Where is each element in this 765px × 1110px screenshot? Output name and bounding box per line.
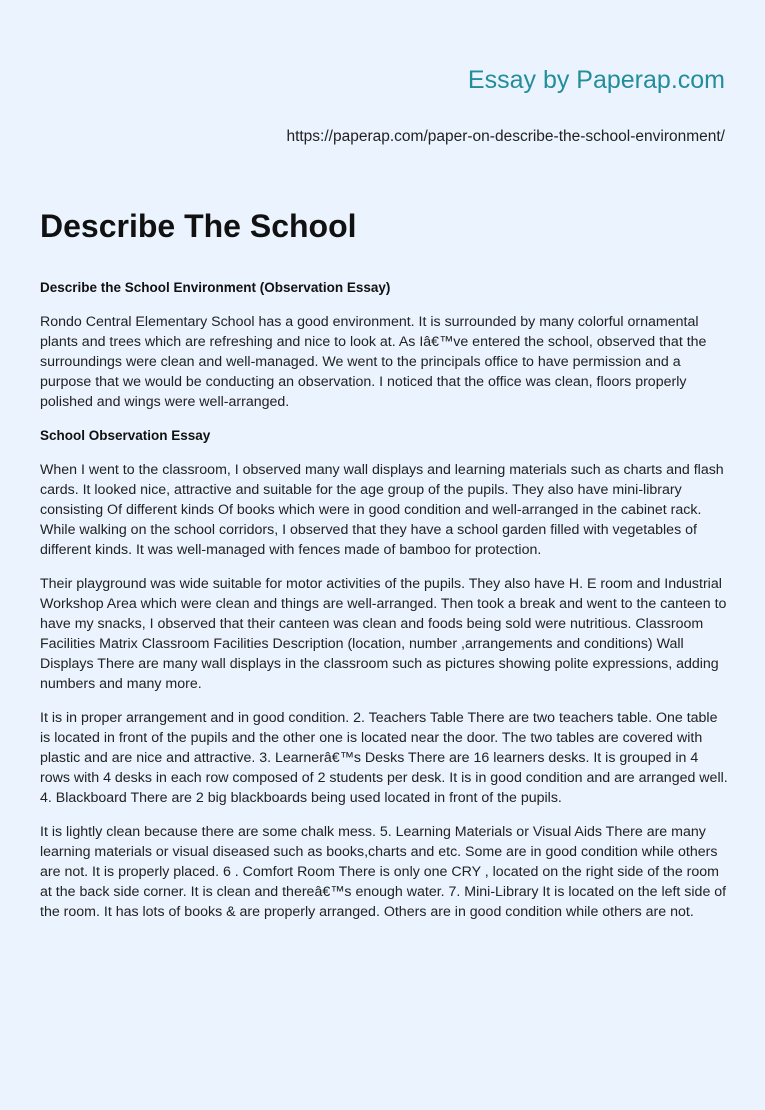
essay-body <box>40 278 728 936</box>
paragraph-4: It is in proper arrangement and in good condition. 2. Teachers Table There are two teachers table. One table is located in front of the pupils and the other one is located near the door. The two tables are covered with plastic and are nice and attractive. 3. Learnerâ€™s Desks There are 16 learners desks. It is grouped in 4 rows with 4 desks in each row composed of 2 students per desk. It is in good condition and are arranged well. 4. Blackboard There are 2 big blackboards being used located in front of the pupils. <box>40 710 728 806</box>
paragraph-1: Rondo Central Elementary School has a good environment. It is surrounded by many colorful ornamental plants and trees which are refreshing and nice to look at. As Iâ€™ve entered the school, observed that the surroundings were clean and well-managed. We went to the principals office to have permission and a purpose that we would be conducting an observation. I noticed that the office was clean, floors properly polished and wings were well-arranged. <box>40 314 707 410</box>
section-heading-environment: Describe the School Environment (Observation Essay) <box>40 280 391 295</box>
paragraph-2: When I went to the classroom, I observed many wall displays and learning materials such as charts and flash cards. It looked nice, attractive and suitable for the age group of the pupils. They also have mini-library consisting Of different kinds Of books which were in good condition and well-arranged in the cabinet rack. While walking on the school corridors, I observed that they have a school garden filled with vegetables of different kinds. It was well-managed with fences made of bamboo for protection. <box>40 462 724 558</box>
paragraph-5: It is lightly clean because there are some chalk mess. 5. Learning Materials or Visual Aids There are many learning materials or visual diseased such as books,charts and etc. Some are in good condition while others are not. It is properly placed. 6 . Comfort Room There is only one CRY , located on the right side of the room at the back side corner. It is clean and thereâ€™s enough water. 7. Mini-Library It is located on the left side of the room. It has lots of books & are properly arranged. Others are in good condition while others are not. <box>40 824 727 920</box>
source-url-link[interactable]: https://paperap.com/paper-on-describe-the-school-environment/ <box>286 128 725 145</box>
section-heading-observation: School Observation Essay <box>40 428 211 443</box>
paragraph-3: Their playground was wide suitable for motor activities of the pupils. They also have H. E room and Industrial Workshop Area which were clean and things are well-arranged. Then took a break and went to the canteen to have my snacks, I observed that their canteen was clean and foods being sold were nutritious. Classroom Facilities Matrix Classroom Facilities Description (location, number ,arrangements and conditions) Wall Displays There are many wall displays in the classroom such as pictures showing polite expressions, adding numbers and many more. <box>40 576 727 692</box>
site-brand-link[interactable]: Essay by Paperap.com <box>467 66 725 94</box>
page-title: Describe The School <box>40 208 357 244</box>
